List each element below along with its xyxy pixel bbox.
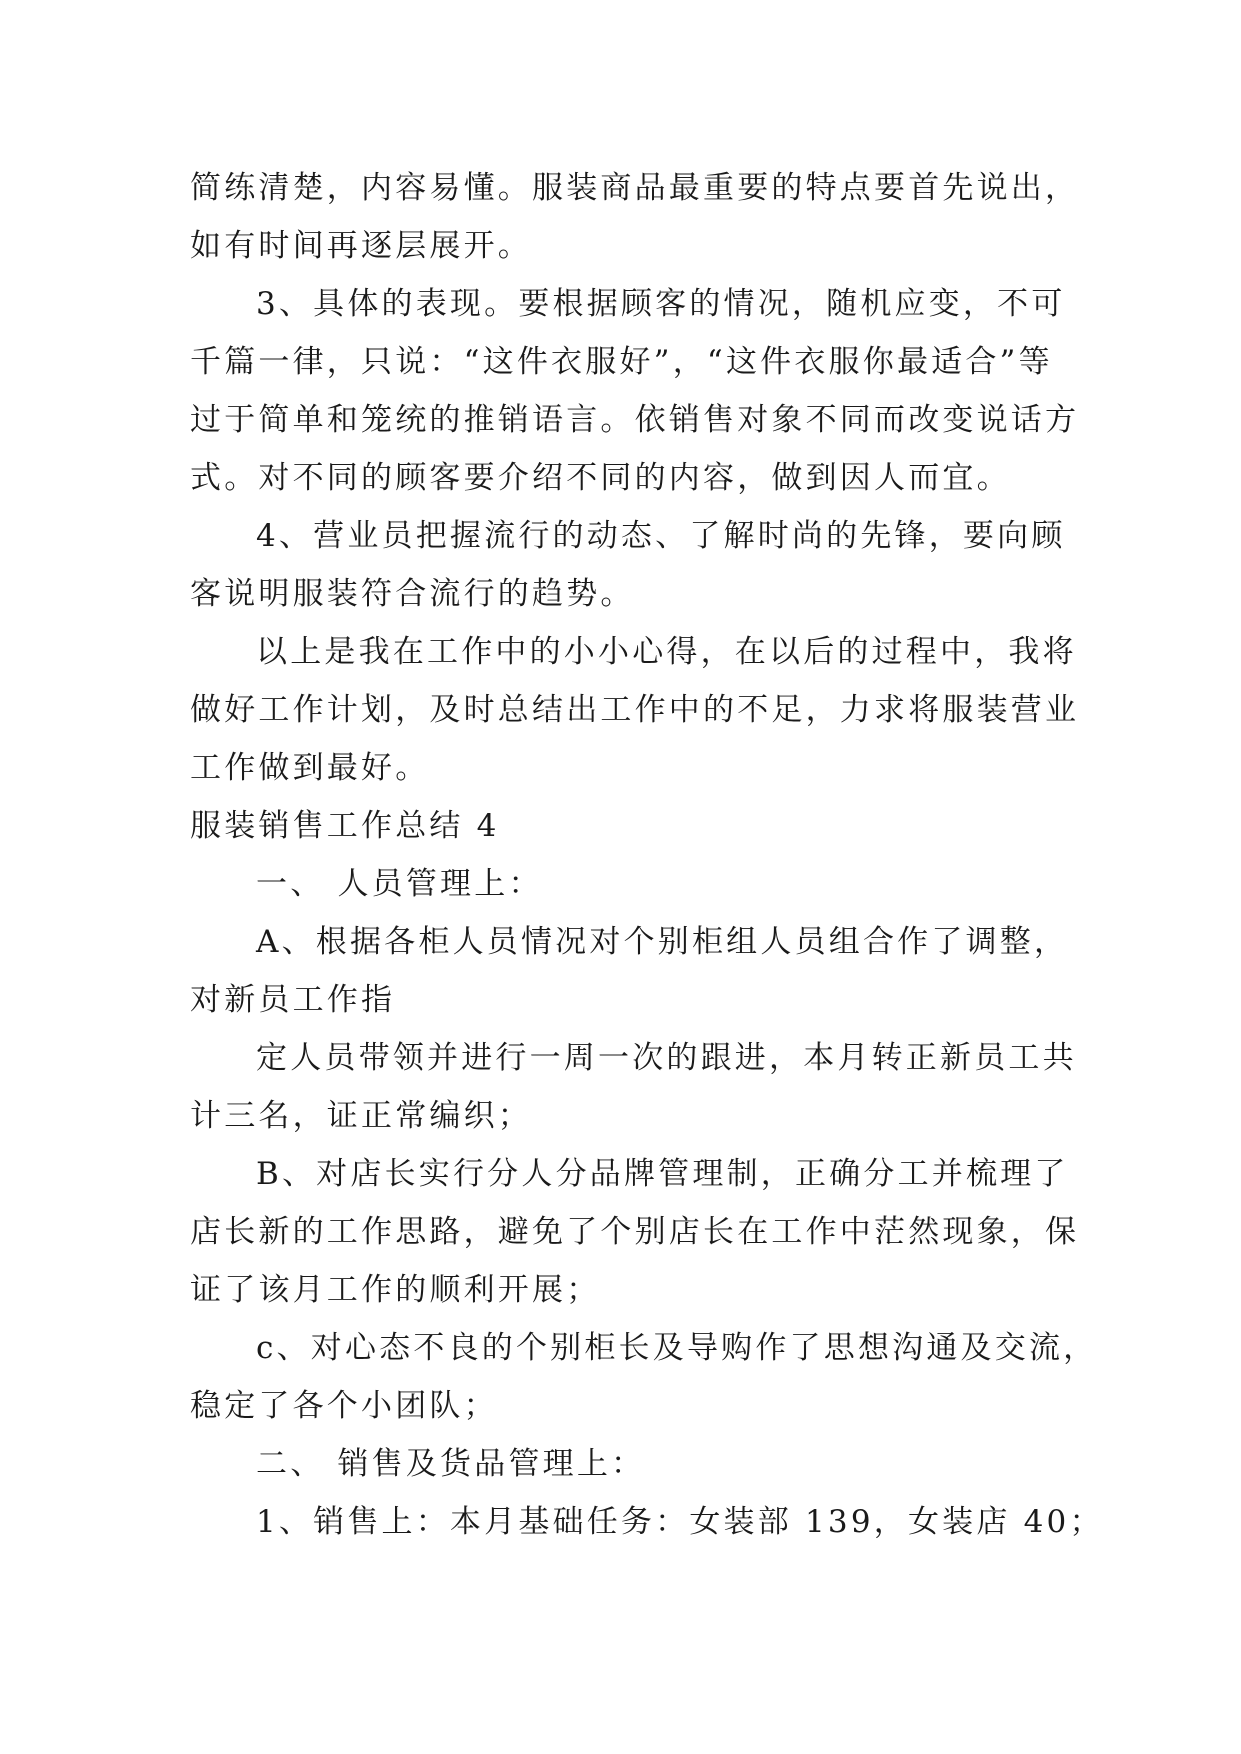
section-heading: 服装销售工作总结 4	[190, 808, 500, 844]
item-c-line-2: 稳定了各个小团队；	[190, 1388, 498, 1424]
item-a-cont-line-2: 计三名，证正常编织；	[190, 1098, 532, 1134]
conclusion-line-1: 以上是我在工作中的小小心得，在以后的过程中，我将	[256, 634, 1077, 670]
item-b-line-2: 店长新的工作思路，避免了个别店长在工作中茫然现象，保	[190, 1214, 1080, 1250]
paragraph-3-line-3: 过于简单和笼统的推销语言。依销售对象不同而改变说话方	[190, 402, 1080, 438]
item-c-line-1: c、对心态不良的个别柜长及导购作了思想沟通及交流，	[256, 1330, 1098, 1366]
paragraph-4-line-1: 4、营业员把握流行的动态、了解时尚的先锋，要向顾	[256, 518, 1066, 554]
subsection-personnel-heading: 一、 人员管理上：	[256, 866, 543, 902]
item-b-line-1: B、对店长实行分人分品牌管理制，正确分工并梳理了	[256, 1156, 1069, 1192]
item-b-line-3: 证了该月工作的顺利开展；	[190, 1272, 601, 1308]
item-a-line-1: A、根据各柜人员情况对个别柜组人员组合作了调整，	[256, 924, 1069, 960]
paragraph-3-line-4: 式。对不同的顾客要介绍不同的内容，做到因人而宜。	[190, 460, 1011, 496]
paragraph-3-line-2: 千篇一律，只说：“这件衣服好”，“这件衣服你最适合”等	[190, 344, 1053, 380]
paragraph-4-line-2: 客说明服装符合流行的趋势。	[190, 576, 635, 612]
text-line-2: 如有时间再逐层展开。	[190, 228, 532, 264]
paragraph-3-line-1: 3、具体的表现。要根据顾客的情况，随机应变，不可	[256, 286, 1066, 322]
subsection-sales-heading: 二、 销售及货品管理上：	[256, 1446, 646, 1482]
sales-item-1: 1、销售上：本月基础任务：女装部 139，女装店 40；	[256, 1504, 1104, 1540]
text-line-1: 简练清楚，内容易懂。服装商品最重要的特点要首先说出，	[190, 170, 1080, 206]
item-a-line-2: 对新员工作指	[190, 982, 396, 1018]
conclusion-line-3: 工作做到最好。	[190, 750, 430, 786]
conclusion-line-2: 做好工作计划，及时总结出工作中的不足，力求将服装营业	[190, 692, 1080, 728]
item-a-cont-line-1: 定人员带领并进行一周一次的跟进，本月转正新员工共	[256, 1040, 1077, 1076]
